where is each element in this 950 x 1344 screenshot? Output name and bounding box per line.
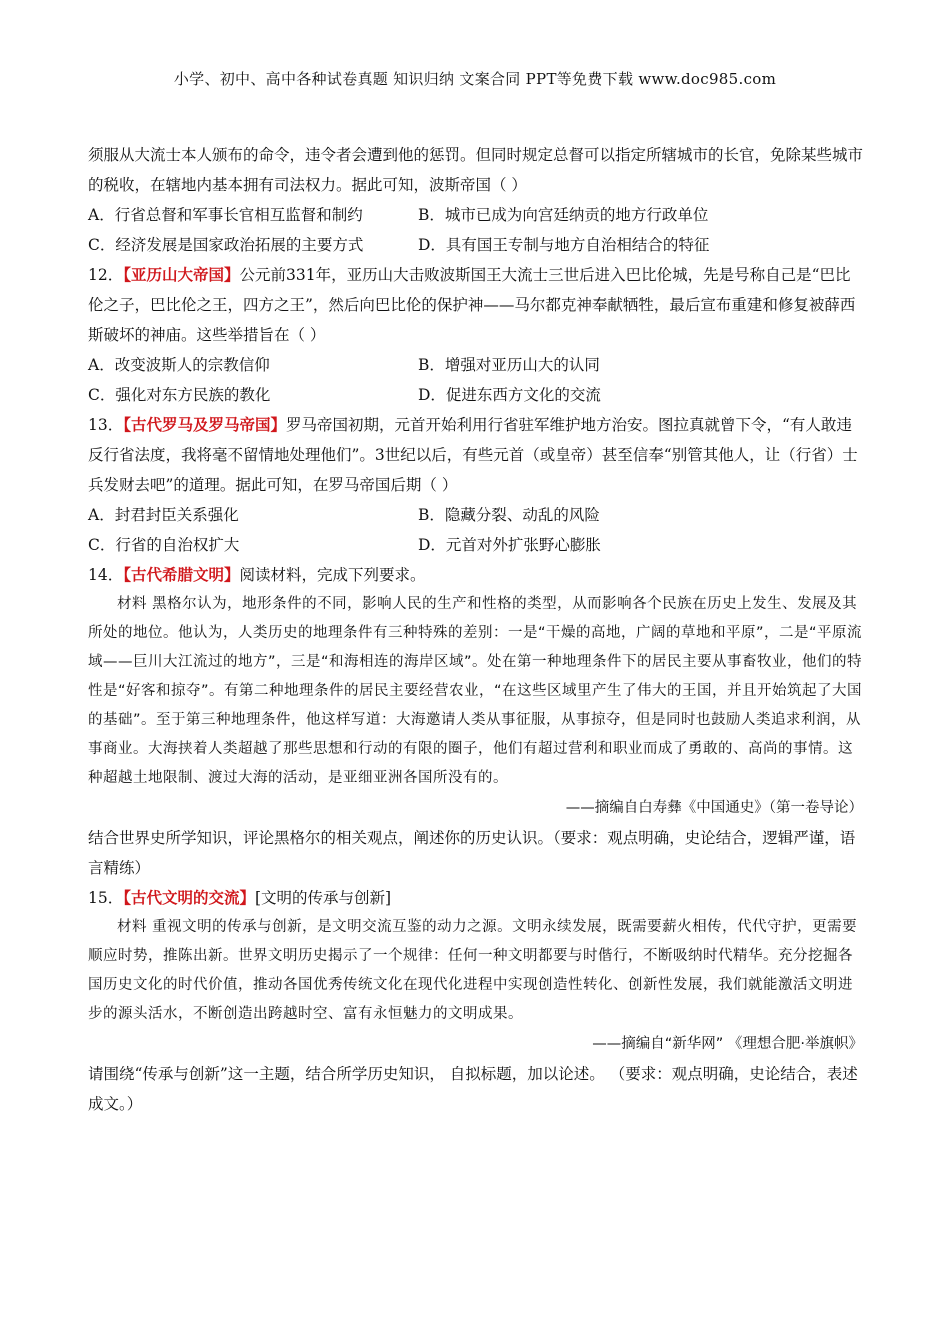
q15-requirement: 请围绕“传承与创新”这一主题，结合所学历史知识， 自拟标题，加以论述。 （要求：观点明确，史论结合，表述成文。） — [88, 1065, 858, 1113]
q12-stem — [88, 260, 863, 350]
q11-option-b: B．城市已成为向宫廷纳贡的地方行政单位 — [418, 206, 709, 224]
q12-tag: 【亚历山大帝国】 — [123, 265, 240, 284]
q13-option-d: D．元首对外扩张野心膨胀 — [418, 536, 601, 554]
q11-options — [88, 200, 863, 260]
page-header: 小学、初中、高中各种试卷真题 知识归纳 文案合同 PPT等免费下载 www.doc985.com — [173, 70, 777, 88]
q15-material: 材料 重视文明的传承与创新，是文明交流互鉴的动力之源。文明永续发展，既需要薪火相传，代代守护，更需要顺应时势，推陈出新。世界文明历史揭示了一个规律：任何一种文明都要与时偕行，不断吸纳时代精华。充分挖掘各国历史文化的时代价值，推动各国优秀传统文化在现代化进程中实现创造性转化、创新性发展，我们就能激活文明进步的源头活水，不断创造出跨越时空、富有永恒魅力的文明成果。 — [88, 919, 858, 1022]
q14-number: 14． — [88, 566, 124, 584]
q12-option-b: B．增强对亚历山大的认同 — [418, 356, 600, 374]
q14-tag: 【古代希腊文明】 — [123, 565, 240, 584]
q15-source: ——摘编自“新华网” 《理想合肥·举旗帜》 — [592, 1036, 863, 1052]
q15-text: [文明的传承与创新] — [255, 889, 392, 907]
q12-options — [88, 350, 863, 410]
q14-text: 阅读材料，完成下列要求。 — [239, 566, 426, 584]
q13-number: 13． — [88, 416, 124, 434]
q13-option-a: A．封君封臣关系强化 — [88, 506, 239, 524]
q14-requirement: 结合世界史所学知识，评论黑格尔的相关观点，阐述你的历史认识。（要求：观点明确，史论结合，逻辑严谨，语言精练） — [88, 829, 856, 877]
q15-tag: 【古代文明的交流】 — [123, 888, 255, 907]
q13-stem — [88, 410, 863, 500]
q11-option-a: A．行省总督和军事长官相互监督和制约 — [88, 206, 363, 224]
q11-option-d: D．具有国王专制与地方自治相结合的特征 — [418, 236, 710, 254]
q13-option-c: C．行省的自治权扩大 — [88, 536, 240, 554]
q12-text: 公元前331年，亚历山大击败波斯国王大流士三世后进入巴比伦城，先是号称自己是“巴比伦之子，巴比伦之王，四方之王”，然后向巴比伦的保护神——马尔都克神奉献牺牲，最后宣布重建和修复被薛西斯破坏的神庙。这些举措旨在（ ） — [88, 266, 856, 344]
q14-material: 材料 黑格尔认为，地形条件的不同，影响人民的生产和性格的类型，从而影响各个民族在历史上发生、发展及其所处的地位。他认为，人类历史的地理条件有三种特殊的差别：一是“干燥的高地，广阔的草地和平原”，二是“平原流域——巨川大江流过的地方”，三是“和海相连的海岸区域”。处在第一种地理条件下的居民主要从事畜牧业，他们的特性是“好客和掠夺”。有第二种地理条件的居民主要经营农业，“在这些区域里产生了伟大的王国，并且开始筑起了大国的基础”。至于第三种地理条件，他这样写道：大海邀请人类从事征服，从事掠夺，但是同时也鼓励人类追求利润，从事商业。大海挟着人类超越了那些思想和行动的有限的圈子，他们有超过营利和职业而成了勇敢的、高尚的事情。这种超越土地限制、渡过大海的活动，是亚细亚洲各国所没有的。 — [88, 596, 863, 786]
q12-option-c: C．强化对东方民族的教化 — [88, 386, 271, 404]
q12-option-a: A．改变波斯人的宗教信仰 — [88, 356, 270, 374]
document-body — [88, 140, 863, 1119]
q11-option-c: C．经济发展是国家政治拓展的主要方式 — [88, 236, 364, 254]
q13-options — [88, 500, 863, 560]
q15-stem — [88, 883, 863, 913]
q13-tag: 【古代罗马及罗马帝国】 — [123, 415, 286, 434]
q12-option-d: D．促进东西方文化的交流 — [418, 386, 601, 404]
q11-text: 须服从大流士本人颁布的命令，违令者会遭到他的惩罚。但同时规定总督可以指定所辖城市的长官，免除某些城市的税收，在辖地内基本拥有司法权力。据此可知，波斯帝国（ ） — [88, 146, 864, 194]
q14-stem — [88, 560, 863, 590]
q15-number: 15． — [88, 889, 124, 907]
q14-source: ——摘编自白寿彝《中国通史》（第一卷导论） — [565, 800, 863, 816]
q13-text: 罗马帝国初期，元首开始利用行省驻军维护地方治安。图拉真就曾下令，“有人敢违反行省法度，我将毫不留情地处理他们”。3世纪以后，有些元首（或皇帝）甚至信奉“别管其他人，让（行省）士兵发财去吧”的道理。据此可知，在罗马帝国后期（ ） — [88, 416, 858, 494]
q13-option-b: B．隐藏分裂、动乱的风险 — [418, 506, 600, 524]
q12-number: 12． — [88, 266, 124, 284]
